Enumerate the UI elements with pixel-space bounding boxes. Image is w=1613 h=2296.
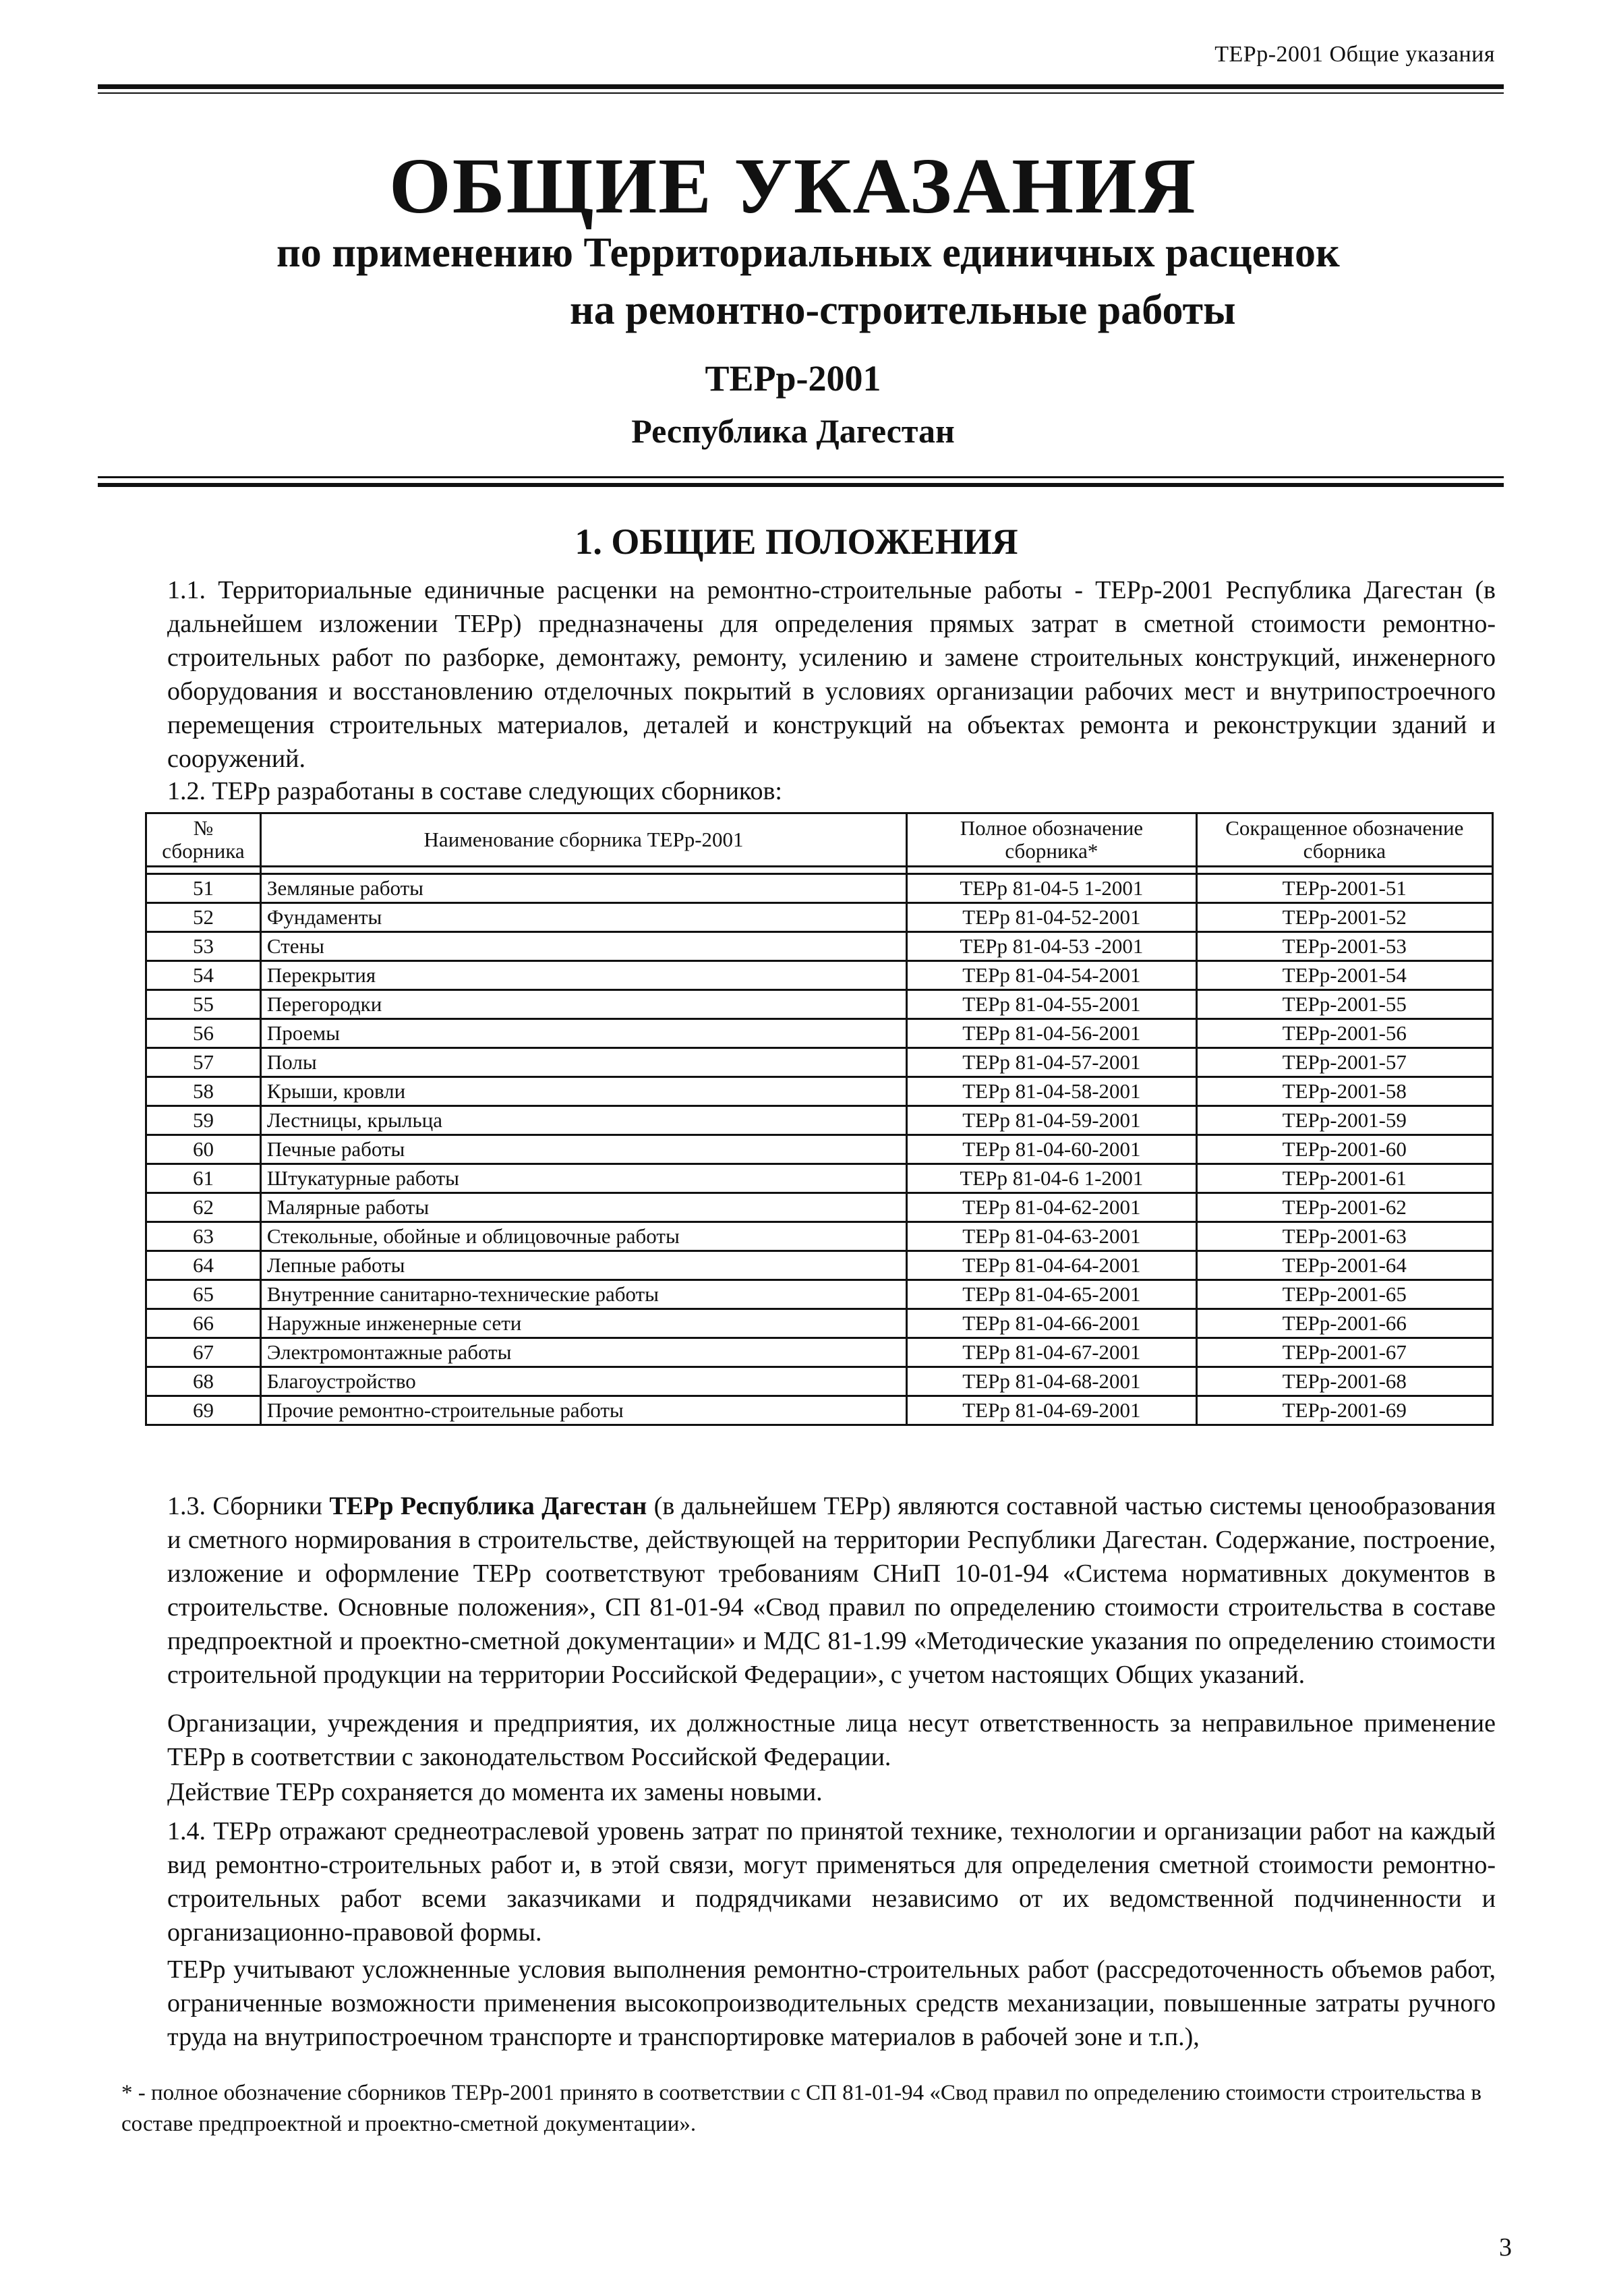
table-cell-num: 54: [146, 961, 261, 990]
table-cell-num: 69: [146, 1396, 261, 1425]
table-row: [146, 1280, 1493, 1309]
table-cell-num: 67: [146, 1338, 261, 1367]
table-cell-full: ТЕРр 81-04-53 -2001: [907, 932, 1196, 961]
paragraph-1-3-lead: 1.3. Сборники: [167, 1492, 330, 1520]
table-cell-full: ТЕРр 81-04-64-2001: [907, 1251, 1196, 1280]
paragraph-organizations: [121, 1706, 1496, 1774]
table-cell-name: Перекрытия: [260, 961, 906, 990]
table-cell-name: Лестницы, крыльца: [260, 1106, 906, 1135]
table-cell-short: ТЕРр-2001-61: [1196, 1164, 1492, 1193]
table-row: [146, 1164, 1493, 1193]
table-cell-short: ТЕРр-2001-58: [1196, 1077, 1492, 1106]
table-cell-short: ТЕРр-2001-55: [1196, 990, 1492, 1019]
table-cell-name: Перегородки: [260, 990, 906, 1019]
table-cell-short: ТЕРр-2001-59: [1196, 1106, 1492, 1135]
paragraph-1-1-text: 1.1. Территориальные единичные расценки на ремонтно-строительные работы - ТЕРр-2001 Республика Дагестан (в дальнейшем изложении ТЕРр) предназначены для определения прямых затрат в сметной стоимости ремонтно-строительных работ по разборке, демонтажу, ремонту, усилению и замене строительных конструкций, инженерного оборудования и восстановлению отделочных покрытий в условиях организации рабочих мест и внутрипостроечного перемещения строительных материалов, деталей и конструкций на объектах ремонта и реконструкции зданий и сооружений.: [167, 576, 1496, 773]
table-cell-short: ТЕРр-2001-57: [1196, 1048, 1492, 1077]
table-cell-full: ТЕРр 81-04-6 1-2001: [907, 1164, 1196, 1193]
table-cell-name: Стекольные, обойные и облицовочные работы: [260, 1222, 906, 1251]
table-row: [146, 874, 1493, 903]
table-cell-full: ТЕРр 81-04-54-2001: [907, 961, 1196, 990]
table-cell-full: ТЕРр 81-04-66-2001: [907, 1309, 1196, 1338]
table-cell-short: ТЕРр-2001-54: [1196, 961, 1492, 990]
table-cell-short: ТЕРр-2001-68: [1196, 1367, 1492, 1396]
table-cell-num: 57: [146, 1048, 261, 1077]
table-cell-short: ТЕРр-2001-64: [1196, 1251, 1492, 1280]
table-gap-row: [146, 867, 1493, 874]
table-cell-full: ТЕРр 81-04-69-2001: [907, 1396, 1196, 1425]
table-cell-full: ТЕРр 81-04-62-2001: [907, 1193, 1196, 1222]
table-cell-name: Наружные инженерные сети: [260, 1309, 906, 1338]
paragraph-1-3-bold: ТЕРр Республика Дагестан: [329, 1492, 647, 1520]
collections-table: [145, 812, 1494, 1426]
table-cell-full: ТЕРр 81-04-56-2001: [907, 1019, 1196, 1048]
table-row: [146, 932, 1493, 961]
table-cell-num: 59: [146, 1106, 261, 1135]
title-rule-top: [98, 476, 1504, 478]
table-cell-short: ТЕРр-2001-69: [1196, 1396, 1492, 1425]
column-header-num: № сборника: [146, 813, 261, 867]
table-cell-full: ТЕРр 81-04-63-2001: [907, 1222, 1196, 1251]
table-cell-short: ТЕРр-2001-52: [1196, 903, 1492, 932]
paragraph-1-4: [121, 1814, 1496, 1949]
page-number: 3: [1499, 2233, 1512, 2262]
table-cell-name: Печные работы: [260, 1135, 906, 1164]
table-cell-short: ТЕРр-2001-67: [1196, 1338, 1492, 1367]
running-head: ТЕРр-2001 Общие указания: [1214, 42, 1495, 67]
section-heading: 1. ОБЩИЕ ПОЛОЖЕНИЯ: [575, 521, 1018, 562]
table-cell-short: ТЕРр-2001-66: [1196, 1309, 1492, 1338]
table-cell-name: Лепные работы: [260, 1251, 906, 1280]
table-cell-num: 53: [146, 932, 261, 961]
table-row: [146, 1222, 1493, 1251]
table-cell-name: Благоустройство: [260, 1367, 906, 1396]
table-cell-num: 64: [146, 1251, 261, 1280]
table-row: [146, 1396, 1493, 1425]
table-cell-full: ТЕРр 81-04-68-2001: [907, 1367, 1196, 1396]
paragraph-organizations-text: Организации, учреждения и предприятия, их должностные лица несут ответственность за неправильное применение ТЕРр в соответствии с законодательством Российской Федерации.: [167, 1709, 1496, 1771]
subtitle-line-1: по применению Территориальных единичных расценок: [276, 230, 1340, 276]
table-cell-full: ТЕРр 81-04-60-2001: [907, 1135, 1196, 1164]
subtitle-line-2: на ремонтно-строительные работы: [570, 287, 1236, 333]
footnote: * - полное обозначение сборников ТЕРр-2001 принято в соответствии с СП 81-01-94 «Свод правил по определению стоимости строительства в составе предпроектной и проектно-сметной документации».: [121, 2081, 1482, 2136]
table-cell-num: 68: [146, 1367, 261, 1396]
paragraph-1-1: [121, 573, 1496, 776]
table-header-row: [146, 813, 1493, 867]
paragraph-1-3-rest: (в дальнейшем ТЕРр) являются составной частью системы ценообразования и сметного нормирования в строительстве, действующей на территории Республики Дагестан. Содержание, построение, изложение и оформление ТЕРр соответствуют требованиям СНиП 10-01-94 «Система нормативных документов в строительстве. Основные положения», СП 81-01-94 «Свод правил по определению стоимости строительства в составе предпроектной и проектно-сметной документации» и МДС 81-1.99 «Методические указания по определению стоимости строительной продукции на территории Российской Федерации», с учетом настоящих Общих указаний.: [167, 1492, 1496, 1689]
table-cell-name: Малярные работы: [260, 1193, 906, 1222]
table-cell-num: 60: [146, 1135, 261, 1164]
table-cell-name: Стены: [260, 932, 906, 961]
table-cell-short: ТЕРр-2001-63: [1196, 1222, 1492, 1251]
table-row: [146, 1077, 1493, 1106]
column-header-full: Полное обозначение сборника*: [907, 813, 1196, 867]
column-header-short: Сокращенное обозначение сборника: [1196, 813, 1492, 867]
column-header-name: Наименование сборника ТЕРр-2001: [260, 813, 906, 867]
document-title: ОБЩИЕ УКАЗАНИЯ: [388, 142, 1198, 230]
table-row: [146, 990, 1493, 1019]
table-cell-short: ТЕРр-2001-56: [1196, 1019, 1492, 1048]
table-row: [146, 1367, 1493, 1396]
paragraph-conditions-text: ТЕРр учитывают усложненные условия выполнения ремонтно-строительных работ (рассредоточенность объемов работ, ограниченные возможности применения высокопроизводительных средств механизации, повышенные затраты ручного труда на внутрипостроечном транспорте и транспортировке материалов в рабочей зоне и т.п.),: [167, 1955, 1496, 2051]
table-cell-num: 55: [146, 990, 261, 1019]
table-cell-full: ТЕРр 81-04-59-2001: [907, 1106, 1196, 1135]
table-cell-num: 56: [146, 1019, 261, 1048]
table-cell-short: ТЕРр-2001-62: [1196, 1193, 1492, 1222]
table-cell-name: Штукатурные работы: [260, 1164, 906, 1193]
table-cell-short: ТЕРр-2001-51: [1196, 874, 1492, 903]
table-row: [146, 1019, 1493, 1048]
table-cell-full: ТЕРр 81-04-52-2001: [907, 903, 1196, 932]
table-cell-num: 62: [146, 1193, 261, 1222]
table-cell-num: 52: [146, 903, 261, 932]
paragraph-1-3-text: [121, 1489, 1496, 1692]
subtitle-region: Республика Дагестан: [631, 412, 955, 450]
header-rule: [98, 84, 1504, 89]
title-rule-bottom: [98, 483, 1504, 487]
table-cell-full: ТЕРр 81-04-58-2001: [907, 1077, 1196, 1106]
table-cell-short: ТЕРр-2001-65: [1196, 1280, 1492, 1309]
paragraph-1-4-text: 1.4. ТЕРр отражают среднеотраслевой уровень затрат по принятой технике, технологии и организации работ на каждый вид ремонтно-строительных работ и, в этой связи, могут применяться для определения сметной стоимости ремонтно-строительных работ всеми заказчиками и подрядчиками независимо от их ведомственной подчиненности и организационно-правовой формы.: [167, 1817, 1496, 1947]
table-cell-name: Электромонтажные работы: [260, 1338, 906, 1367]
table-cell-num: 65: [146, 1280, 261, 1309]
table-row: [146, 1048, 1493, 1077]
table-cell-num: 61: [146, 1164, 261, 1193]
table-cell-num: 58: [146, 1077, 261, 1106]
table-cell-name: Внутренние санитарно-технические работы: [260, 1280, 906, 1309]
paragraph-1-3: [121, 1489, 1496, 1692]
table-cell-full: ТЕРр 81-04-65-2001: [907, 1280, 1196, 1309]
table-cell-num: 66: [146, 1309, 261, 1338]
header-rule-thin: [98, 92, 1504, 94]
table-cell-name: Прочие ремонтно-строительные работы: [260, 1396, 906, 1425]
table-cell-full: ТЕРр 81-04-55-2001: [907, 990, 1196, 1019]
table-body: [146, 867, 1493, 1425]
table-row: [146, 903, 1493, 932]
table-row: [146, 1135, 1493, 1164]
table-cell-name: Крыши, кровли: [260, 1077, 906, 1106]
table-cell-name: Земляные работы: [260, 874, 906, 903]
table-cell-name: Полы: [260, 1048, 906, 1077]
table-cell-num: 51: [146, 874, 261, 903]
table-cell-name: Фундаменты: [260, 903, 906, 932]
table-cell-full: ТЕРр 81-04-5 1-2001: [907, 874, 1196, 903]
paragraph-conditions: [121, 1953, 1496, 2054]
table-row: [146, 1106, 1493, 1135]
table-row: [146, 1251, 1493, 1280]
table-cell-full: ТЕРр 81-04-57-2001: [907, 1048, 1196, 1077]
table-row: [146, 1193, 1493, 1222]
paragraph-validity: [121, 1775, 1496, 1809]
paragraph-1-2-text: 1.2. ТЕРр разработаны в составе следующих сборников:: [167, 777, 782, 805]
table-row: [146, 1338, 1493, 1367]
table-cell-num: 63: [146, 1222, 261, 1251]
table-row: [146, 961, 1493, 990]
table-cell-full: ТЕРр 81-04-67-2001: [907, 1338, 1196, 1367]
table-row: [146, 1309, 1493, 1338]
table-cell-short: ТЕРр-2001-53: [1196, 932, 1492, 961]
subtitle-code: ТЕРр-2001: [705, 358, 881, 399]
paragraph-1-2: [121, 774, 1496, 808]
table-cell-name: Проемы: [260, 1019, 906, 1048]
paragraph-validity-text: Действие ТЕРр сохраняется до момента их замены новыми.: [167, 1778, 823, 1806]
table-cell-short: ТЕРр-2001-60: [1196, 1135, 1492, 1164]
